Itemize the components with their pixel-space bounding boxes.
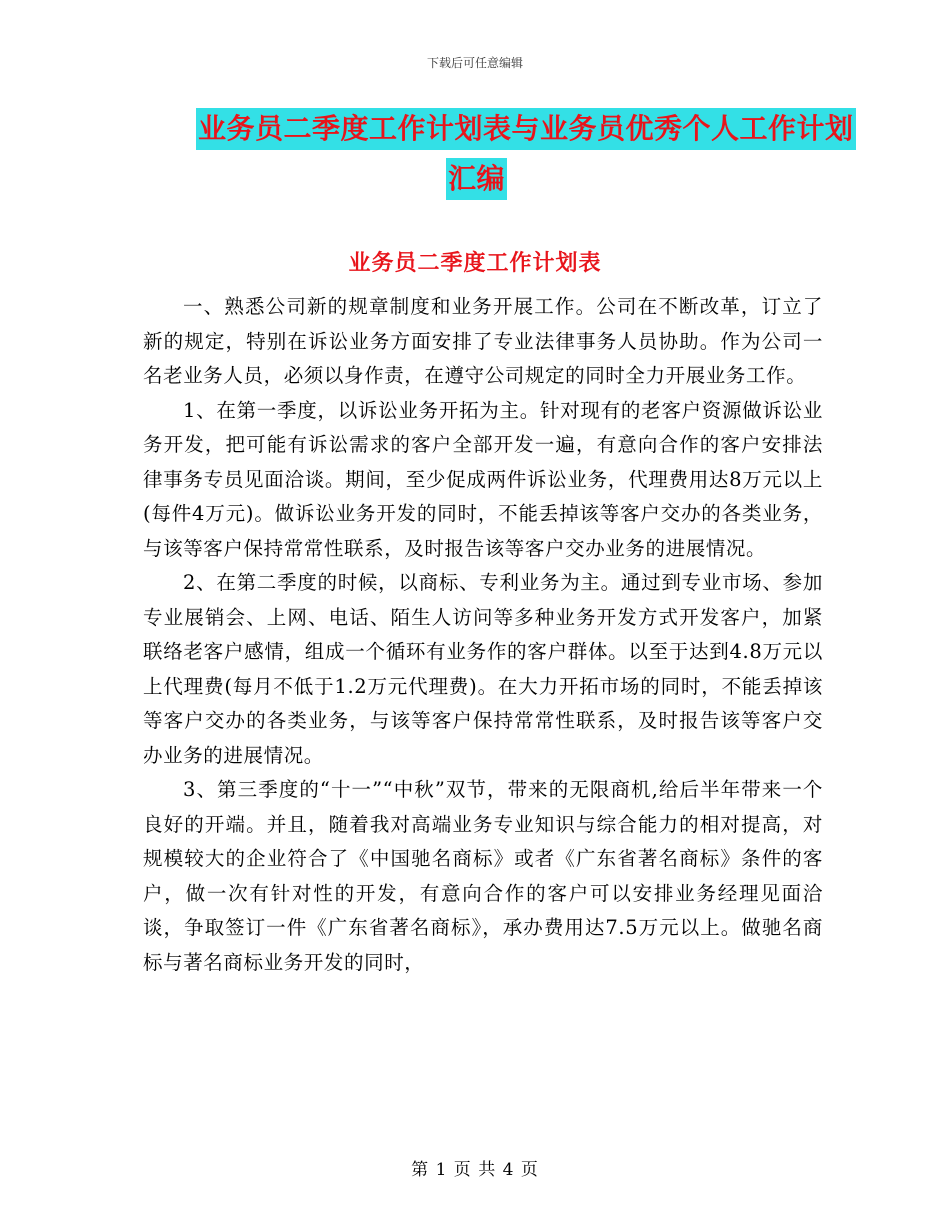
header-note: 下载后可任意编辑 <box>426 56 523 70</box>
title-line-2: 汇编 <box>446 158 507 200</box>
paragraph-4: 3、第三季度的“十一”“中秋”双节，带来的无限商机,给后半年带来一个良好的开端。并且，随着我对高端业务专业知识与综合能力的相对提高，对规模较大的企业符合了《中国驰名商标》或者《广东省著名商标》条件的客户，做一次有针对性的开发，有意向合作的客户可以安排业务经理见面洽谈，争取签订一件《广东省著名商标》，承办费用达7.5万元以上。做驰名商标与著名商标业务开发的同时， <box>143 778 823 974</box>
title-line-1: 业务员二季度工作计划表与业务员优秀个人工作计划 <box>196 108 856 150</box>
paragraph-2: 1、在第一季度，以诉讼业务开拓为主。针对现有的老客户资源做诉讼业务开发，把可能有诉讼需求的客户全部开发一遍，有意向合作的客户安排法律事务专员见面洽谈。期间，至少促成两件诉讼业务，代理费用达8万元以上(每件4万元)。做诉讼业务开发的同时，不能丢掉该等客户交办的各类业务，与该等客户保持常常性联系，及时报告该等客户交办业务的进展情况。 <box>143 398 823 560</box>
paragraph-3: 2、在第二季度的时候，以商标、专利业务为主。通过到专业市场、参加专业展销会、上网、电话、陌生人访问等多种业务开发方式开发客户，加紧联络老客户感情，组成一个循环有业务作的客户群体。以至于达到4.8万元以上代理费(每月不低于1.2万元代理费)。在大力开拓市场的同时，不能丢掉该等客户交办的各类业务，与该等客户保持常常性联系，及时报告该等客户交办业务的进展情况。 <box>143 571 823 767</box>
section-title: 业务员二季度工作计划表 <box>348 251 602 276</box>
body-text <box>143 290 823 980</box>
page-number-footer: 第 1 页 共 4 页 <box>411 1160 539 1180</box>
paragraph-1: 一、熟悉公司新的规章制度和业务开展工作。公司在不断改革，订立了新的规定，特别在诉讼业务方面安排了专业法律事务人员协助。作为公司一名老业务人员，必须以身作责，在遵守公司规定的同时全力开展业务工作。 <box>143 295 823 387</box>
